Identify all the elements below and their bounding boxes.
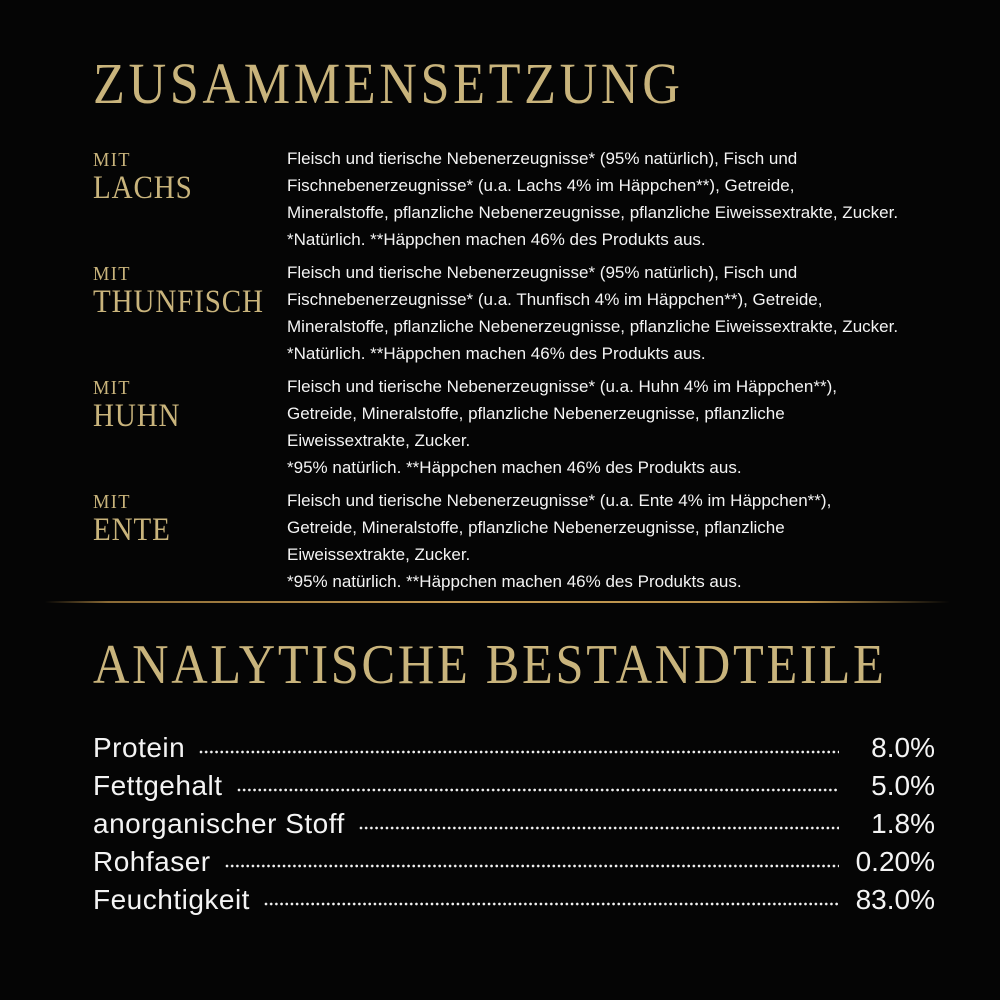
dotted-leader — [225, 864, 839, 868]
analysis-table — [93, 727, 945, 917]
ingredients-text — [287, 373, 837, 481]
variant-label — [93, 373, 287, 481]
ingredients-line: Fleisch und tierische Nebenerzeugnisse* (u.a. Ente 4% im Häppchen**), — [287, 491, 832, 510]
variant-label — [93, 259, 287, 367]
analysis-value: 83.0% — [855, 884, 935, 915]
analysis-row-feuchtigkeit — [93, 879, 935, 917]
ingredients-line: Getreide, Mineralstoffe, pflanzliche Nebenerzeugnisse, pflanzliche — [287, 404, 785, 423]
analysis-value: 0.20% — [855, 846, 935, 877]
ingredients-text — [287, 259, 898, 367]
ingredients-text — [287, 145, 898, 253]
analysis-label: Feuchtigkeit — [93, 884, 250, 915]
footnote-line: *Natürlich. **Häppchen machen 46% des Produkts aus. — [287, 230, 706, 249]
ingredients-line: Eiweissextrakte, Zucker. — [287, 431, 471, 450]
variant-name: ENTE — [93, 512, 171, 548]
variant-label — [93, 487, 287, 595]
footnote-line: *95% natürlich. **Häppchen machen 46% des Produkts aus. — [287, 458, 742, 477]
variant-name: HUHN — [93, 398, 181, 434]
ingredients-line: Fleisch und tierische Nebenerzeugnisse* (u.a. Huhn 4% im Häppchen**), — [287, 377, 837, 396]
analysis-heading: ANALYTISCHE BESTANDTEILE — [93, 634, 887, 696]
analysis-value: 8.0% — [871, 732, 935, 763]
ingredients-line: Fischnebenerzeugnisse* (u.a. Lachs 4% im Häppchen**), Getreide, — [287, 176, 795, 195]
variant-prefix: MIT — [93, 263, 131, 285]
section-huhn — [93, 373, 945, 481]
gold-divider-line — [45, 601, 950, 603]
ingredients-line: Mineralstoffe, pflanzliche Nebenerzeugnisse, pflanzliche Eiweissextrakte, Zucker. — [287, 317, 899, 336]
ingredients-line: Getreide, Mineralstoffe, pflanzliche Nebenerzeugnisse, pflanzliche — [287, 518, 785, 537]
composition-heading: ZUSAMMENSETZUNG — [93, 51, 684, 116]
section-thunfisch — [93, 259, 945, 367]
section-ente — [93, 487, 945, 595]
analysis-row-protein — [93, 727, 935, 765]
variant-prefix: MIT — [93, 491, 131, 513]
ingredients-line: Fleisch und tierische Nebenerzeugnisse* (95% natürlich), Fisch und — [287, 263, 798, 282]
analysis-row-fettgehalt — [93, 765, 935, 803]
footnote-line: *Natürlich. **Häppchen machen 46% des Produkts aus. — [287, 344, 706, 363]
analysis-label: Fettgehalt — [93, 770, 223, 801]
ingredients-line: Eiweissextrakte, Zucker. — [287, 545, 471, 564]
analysis-label: Protein — [93, 732, 186, 763]
ingredients-line: Mineralstoffe, pflanzliche Nebenerzeugnisse, pflanzliche Eiweissextrakte, Zucker. — [287, 203, 899, 222]
analysis-value: 5.0% — [871, 770, 935, 801]
footnote-line: *95% natürlich. **Häppchen machen 46% des Produkts aus. — [287, 572, 742, 591]
analysis-row-rohfaser — [93, 841, 935, 879]
analysis-value: 1.8% — [871, 808, 935, 839]
variant-prefix: MIT — [93, 149, 131, 171]
ingredients-text — [287, 487, 831, 595]
variant-label — [93, 145, 287, 253]
ingredients-line: Fischnebenerzeugnisse* (u.a. Thunfisch 4% im Häppchen**), Getreide, — [287, 290, 823, 309]
dotted-leader — [359, 826, 839, 830]
dotted-leader — [237, 788, 839, 792]
analysis-row-anorganischer-stoff — [93, 803, 935, 841]
variant-name: LACHS — [93, 170, 193, 206]
dotted-leader — [264, 902, 839, 906]
ingredients-line: Fleisch und tierische Nebenerzeugnisse* (95% natürlich), Fisch und — [287, 149, 798, 168]
composition-sections — [93, 145, 945, 595]
variant-name: THUNFISCH — [93, 284, 264, 320]
section-lachs — [93, 145, 945, 253]
analysis-label: Rohfaser — [93, 846, 211, 877]
analysis-label: anorganischer Stoff — [93, 808, 345, 839]
dotted-leader — [199, 750, 839, 754]
variant-prefix: MIT — [93, 377, 131, 399]
